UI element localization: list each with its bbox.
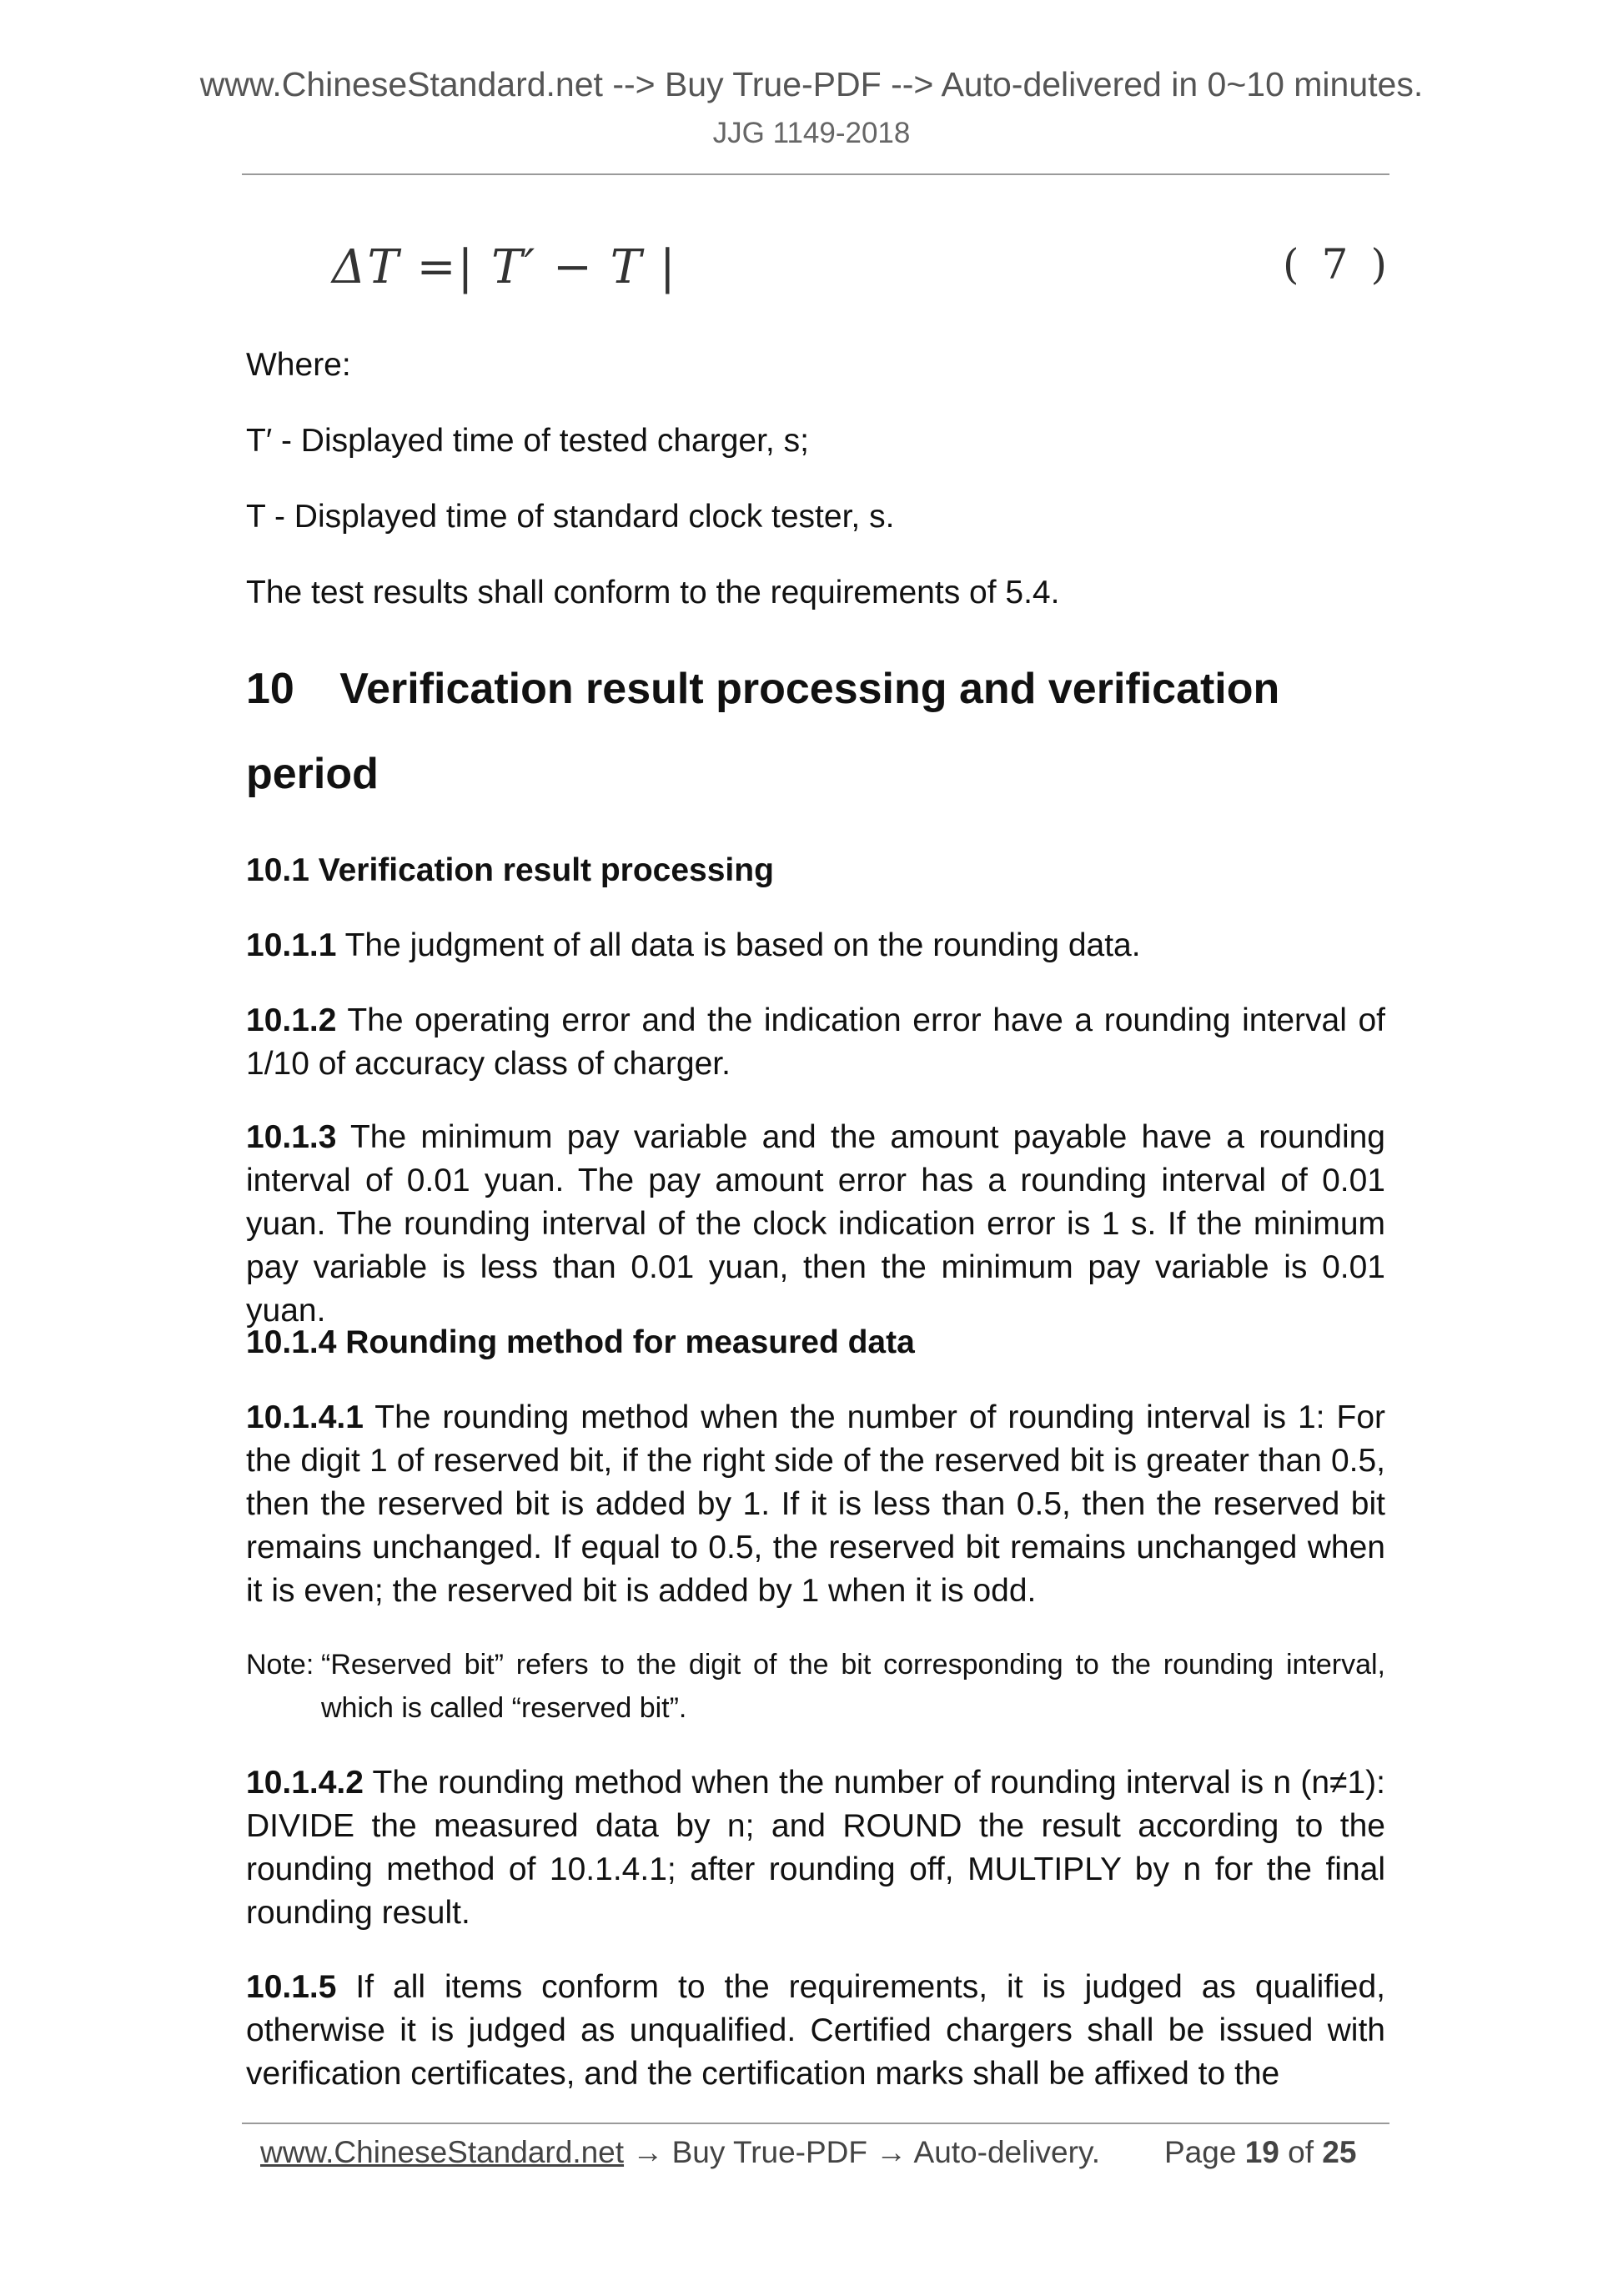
clause-10-1-4-2 <box>246 1761 1385 1935</box>
footer-page-counter <box>1164 2135 1356 2170</box>
footer-page-word: Page <box>1164 2135 1237 2169</box>
clause-10-1-5-text: If all items conform to the requirements, it is judged as qualified, otherwise it is judged as unqualified. Certified chargers shall be issued with verification certificates, and the certification marks shall be affixed to the <box>246 1969 1385 2092</box>
clause-10-1-1 <box>246 924 1385 967</box>
footer-total-pages: 25 <box>1322 2135 1357 2169</box>
formula-number-close: ) <box>1370 240 1387 289</box>
section-10-title-line2: period <box>246 750 379 798</box>
formula-number <box>1283 240 1387 289</box>
section-10-title-line1: Verification result processing and verification <box>339 665 1280 713</box>
clause-10-1-4-1 <box>246 1396 1385 1613</box>
clause-10-1-4-2-text: The rounding method when the number of rounding interval is n (n≠1): DIVIDE the measured data by n; and ROUND the result according to the rounding method of 10.1.4.1; after rounding off, MULTIPLY by n for the final rounding result. <box>246 1765 1385 1931</box>
footer-of-word: of <box>1288 2135 1314 2169</box>
footer-left <box>260 2135 1100 2170</box>
formula-number-value: 7 <box>1321 240 1349 289</box>
header-banner: www.ChineseStandard.net --> Buy True-PDF --> Auto-delivered in 0~10 minutes. <box>199 65 1424 103</box>
section-10-title <box>246 646 1385 816</box>
formula-expression: ΔT =| T′ − T | <box>332 240 677 294</box>
clause-10-1-1-number: 10.1.1 <box>246 927 337 963</box>
footer-page-number: 19 <box>1244 2135 1279 2169</box>
clause-10-1-4-2-number: 10.1.4.2 <box>246 1765 364 1801</box>
clause-10-1-4-heading: 10.1.4 Rounding method for measured data <box>246 1324 915 1360</box>
note-text: “Reserved bit” refers to the digit of the bit corresponding to the rounding interval, which is called “reserved bit”. <box>321 1649 1385 1724</box>
clause-10-1-2-text: The operating error and the indication error have a rounding interval of 1/10 of accuracy class of charger. <box>246 1002 1385 1082</box>
clause-10-1-4-1-number: 10.1.4.1 <box>246 1399 364 1435</box>
clause-10-1-1-text: The judgment of all data is based on the rounding data. <box>336 927 1141 963</box>
note-label: Note: <box>246 1649 314 1681</box>
clause-10-1-4-1-text: The rounding method when the number of rounding interval is 1: For the digit 1 of reserved bit, if the right side of the reserved bit is greater than 0.5, then the reserved bit is added by 1. If it is less than 0.5, then the reserved bit remains unchanged. If equal to 0.5, the reserved bit remains unchanged when it is even; the reserved bit is added by 1 when it is odd. <box>246 1399 1385 1609</box>
clause-10-1-3-text: The minimum pay variable and the amount payable have a rounding interval of 0.01 yuan. The pay amount error has a rounding interval of 0.01 yuan. The rounding interval of the clock indication error is 1 s. If the minimum pay variable is less than 0.01 yuan, then the minimum pay variable is 0.01 yuan. <box>246 1119 1385 1329</box>
header-doc-code: JJG 1149-2018 <box>712 117 911 149</box>
where-conclusion: The test results shall conform to the requirements of 5.4. <box>246 575 1060 610</box>
clause-10-1-5 <box>246 1966 1385 2096</box>
formula-number-open: ( <box>1283 240 1299 289</box>
note-block <box>246 1643 1385 1730</box>
clause-10-1-2 <box>246 999 1385 1086</box>
header-rule <box>242 173 1389 175</box>
clause-10-1-3 <box>246 1116 1385 1333</box>
clause-10-1-2-number: 10.1.2 <box>246 1002 337 1038</box>
where-item-t-prime: T′ - Displayed time of tested charger, s; <box>246 423 809 459</box>
where-label: Where: <box>246 347 351 383</box>
where-item-t: T - Displayed time of standard clock tester, s. <box>246 499 895 535</box>
section-10-1-heading: 10.1 Verification result processing <box>246 852 774 888</box>
footer-rule <box>242 2123 1389 2124</box>
section-10-number: 10 <box>246 665 294 713</box>
footer-delivery-text: → Buy True-PDF → Auto-delivery. <box>624 2135 1100 2169</box>
clause-10-1-5-number: 10.1.5 <box>246 1969 337 2005</box>
footer-site-link[interactable]: www.ChineseStandard.net <box>260 2135 625 2169</box>
clause-10-1-3-number: 10.1.3 <box>246 1119 337 1155</box>
